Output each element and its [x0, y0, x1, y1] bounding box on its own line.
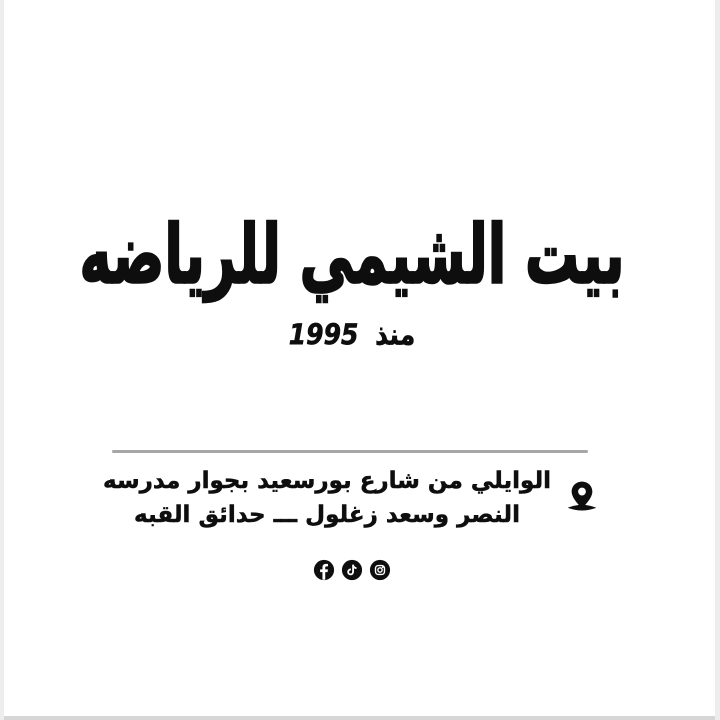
instagram-icon[interactable]	[369, 559, 391, 581]
divider	[112, 450, 588, 453]
since-year: 1995	[288, 317, 359, 352]
title-block	[0, 198, 704, 310]
location-text	[103, 464, 551, 532]
social-row	[0, 559, 704, 581]
location-line-1: الوايلي من شارع بورسعيد بجوار مدرسه	[103, 468, 551, 494]
facebook-icon[interactable]	[313, 559, 335, 581]
since-label: منذ	[375, 317, 416, 352]
tiktok-icon[interactable]	[341, 559, 363, 581]
location-pin-icon	[563, 479, 601, 517]
brand-title: بيت الشيمي للرياضه	[79, 206, 625, 302]
location-line-2: النصر وسعد زغلول ـــ حدائق القبه	[134, 502, 520, 528]
since-line	[0, 318, 704, 351]
location-block	[0, 464, 704, 532]
